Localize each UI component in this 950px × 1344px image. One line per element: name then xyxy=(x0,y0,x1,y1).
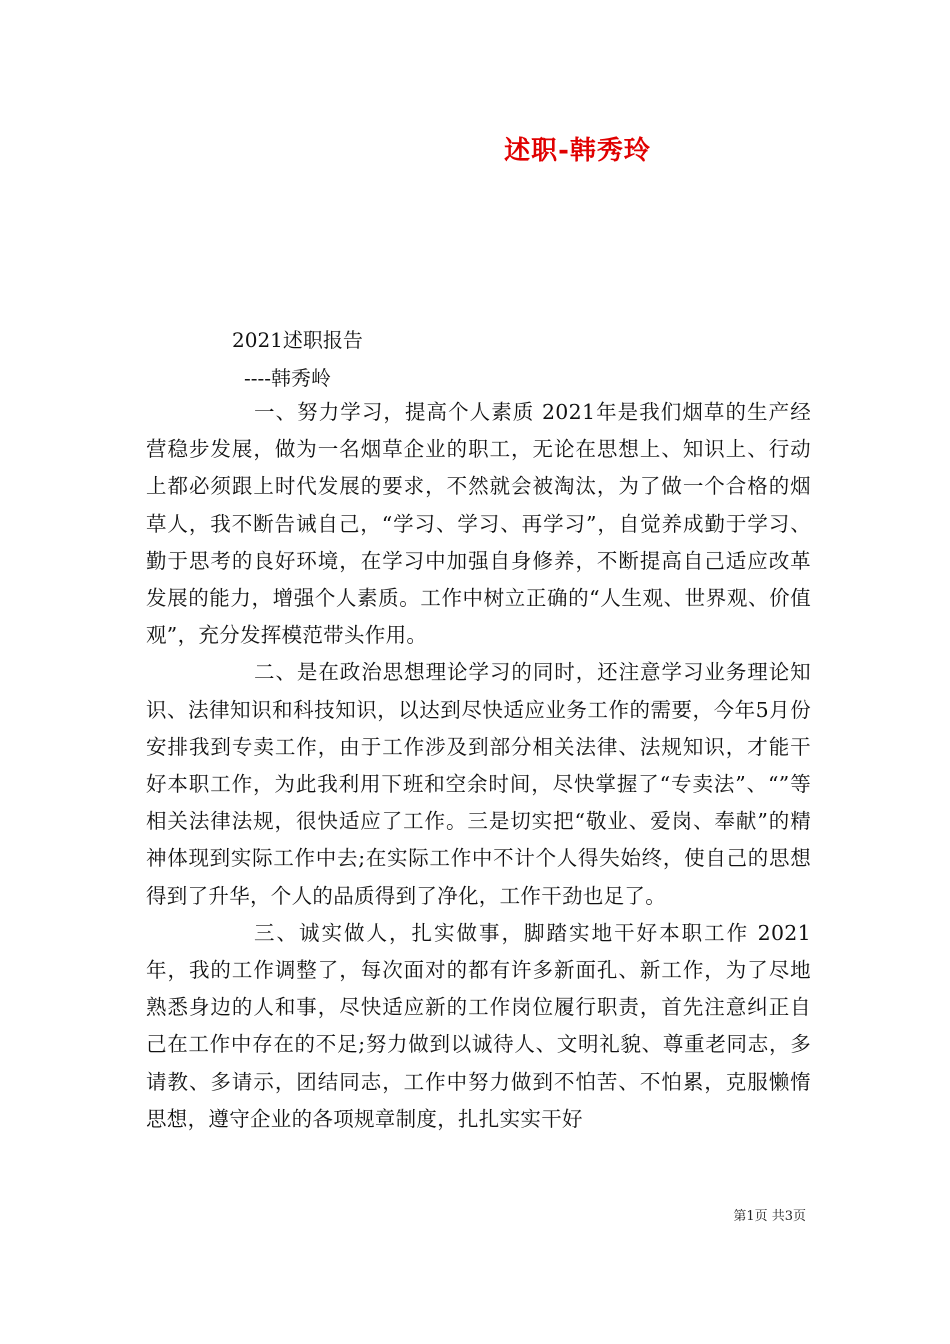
report-heading: 2021述职报告 xyxy=(232,328,363,352)
paragraph-1: 一、努力学习，提高个人素质 2021年是我们烟草的生产经营稳步发展，做为一名烟草企业的职工，无论在思想上、知识上、行动上都必须跟上时代发展的要求，不然就会被淘汰，为了做一个合格的烟草人，我不断告诫自己，“学习、学习、再学习”，自觉养成勤于学习、勤于思考的良好环境，在学习中加强自身修养，不断提高自己适应改革发展的能力，增强个人素质。工作中树立正确的“人生观、世界观、价值观”，充分发挥模范带头作用。 xyxy=(146,400,811,648)
paragraph-2: 二、是在政治思想理论学习的同时，还注意学习业务理论知识、法律知识和科技知识，以达到尽快适应业务工作的需要，今年5月份安排我到专卖工作，由于工作涉及到部分相关法律、法规知识，才能干好本职工作，为此我利用下班和空余时间，尽快掌握了“专卖法”、“”等相关法律法规，很快适应了工作。三是切实把“敬业、爱岗、奉献”的精神体现到实际工作中去;在实际工作中不计个人得失始终，使自己的思想得到了升华，个人的品质得到了净化，工作干劲也足了。 xyxy=(146,660,811,908)
document-title: 述职-韩秀玲 xyxy=(504,136,651,166)
page-number: 第1页 共3页 xyxy=(733,1209,806,1224)
author-line: ----韩秀岭 xyxy=(244,366,332,390)
document-body xyxy=(146,394,811,1138)
paragraph-3: 三、诚实做人，扎实做事，脚踏实地干好本职工作 2021年，我的工作调整了，每次面对的都有许多新面孔、新工作，为了尽地熟悉身边的人和事，尽快适应新的工作岗位履行职责，首先注意纠正自己在工作中存在的不足;努力做到以诚待人、文明礼貌、尊重老同志，多请教、多请示，团结同志，工作中努力做到不怕苦、不怕累，克服懒惰思想，遵守企业的各项规章制度，扎扎实实干好 xyxy=(146,920,811,1131)
